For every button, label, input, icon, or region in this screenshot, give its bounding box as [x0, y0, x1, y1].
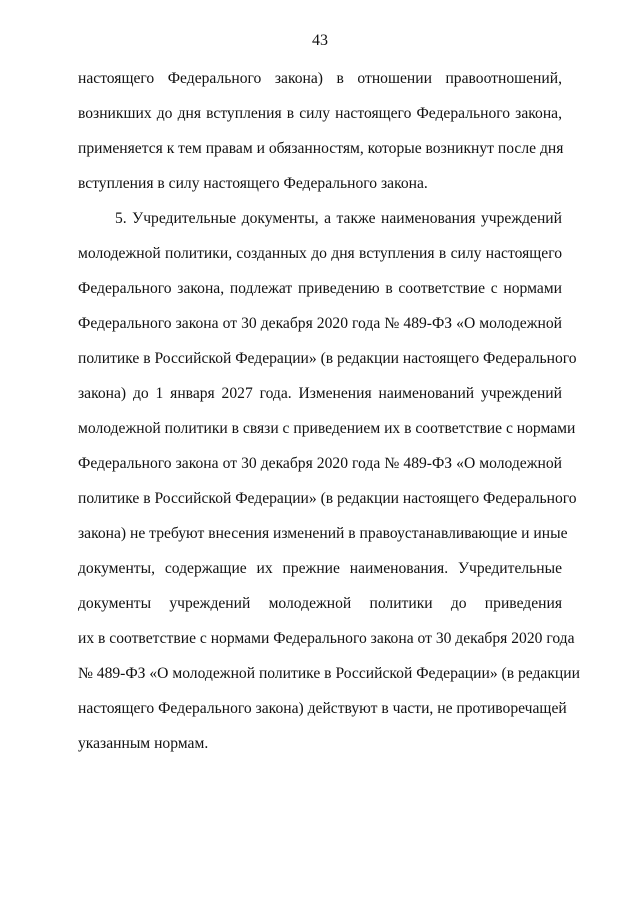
text-line: Федерального закона от 30 декабря 2020 года № 489-ФЗ «О молодежной: [78, 315, 562, 332]
text-line: указанным нормам.: [78, 735, 209, 752]
text-line: политике в Российской Федерации» (в редакции настоящего Федерального: [78, 350, 577, 367]
text-line: настоящего Федерального закона) действуют в части, не противоречащей: [78, 700, 567, 717]
text-line: их в соответствие с нормами Федерального закона от 30 декабря 2020 года: [78, 630, 575, 647]
text-line: возникших до дня вступления в силу настоящего Федерального закона,: [78, 105, 562, 122]
text-line: настоящего Федерального закона) в отношении правоотношений,: [78, 70, 562, 87]
text-line: Федерального закона от 30 декабря 2020 года № 489-ФЗ «О молодежной: [78, 455, 562, 472]
text-line: вступления в силу настоящего Федерального закона.: [78, 175, 428, 192]
text-line: закона) не требуют внесения изменений в правоустанавливающие и иные: [78, 525, 568, 542]
text-line: молодежной политики, созданных до дня вступления в силу настоящего: [78, 245, 562, 262]
text-line: применяется к тем правам и обязанностям, которые возникнут после дня: [78, 140, 564, 157]
page-number: 43: [312, 32, 328, 49]
text-line: Федерального закона, подлежат приведению в соответствие с нормами: [78, 280, 562, 297]
text-line: № 489-ФЗ «О молодежной политике в Российской Федерации» (в редакции: [78, 665, 580, 682]
text-line: документы, содержащие их прежние наименования. Учредительные: [78, 560, 562, 577]
text-line: политике в Российской Федерации» (в редакции настоящего Федерального: [78, 490, 577, 507]
text-line: закона) до 1 января 2027 года. Изменения наименований учреждений: [78, 385, 562, 402]
paragraph-clause-5: [78, 201, 580, 761]
text-line: 5. Учредительные документы, а также наименования учреждений: [115, 210, 562, 227]
text-line: молодежной политики в связи с приведением их в соответствие с нормами: [78, 420, 576, 437]
text-line: документы учреждений молодежной политики до приведения: [78, 595, 562, 612]
paragraph-continuation: [78, 61, 562, 201]
